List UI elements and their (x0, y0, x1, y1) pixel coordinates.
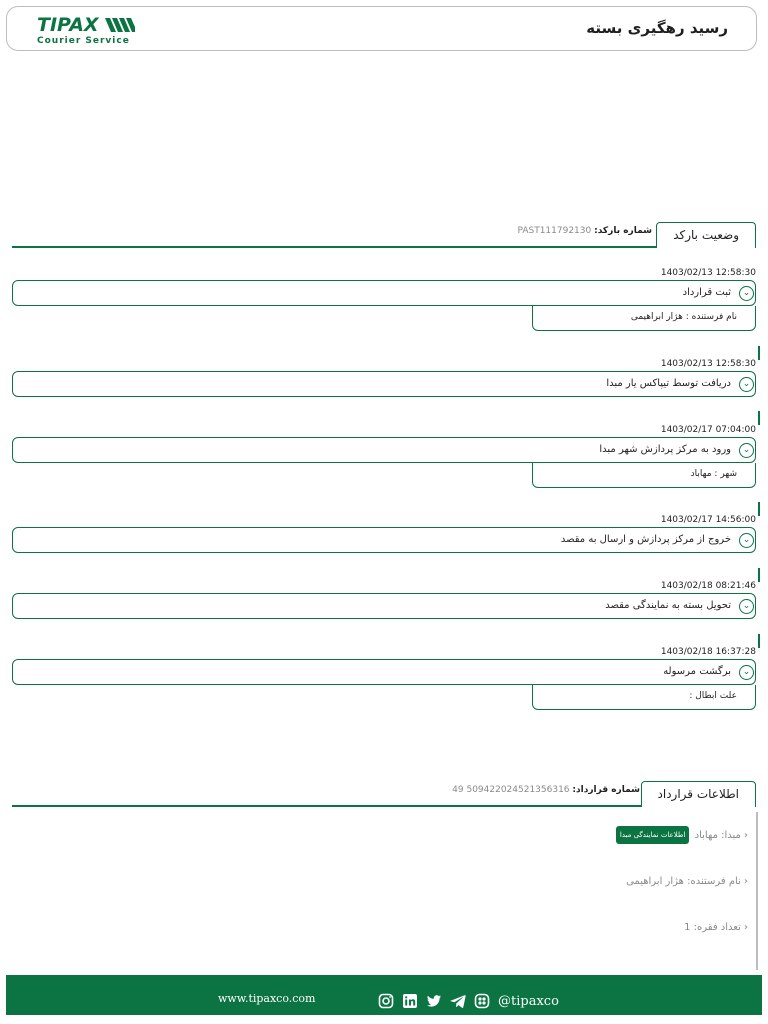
event-header[interactable] (12, 280, 756, 306)
logo-stripes (105, 18, 135, 32)
chevron-left-icon: ‹ (743, 922, 748, 933)
tipax-logo[interactable] (35, 14, 135, 48)
barcode-number (517, 226, 652, 236)
chevron-left-icon: ‹ (743, 830, 748, 841)
sender-text: نام فرستنده: هژار ابراهیمی (626, 876, 741, 887)
event-timestamp: 1403/02/17 14:56:00 (660, 515, 756, 525)
event-title: ثبت قرارداد (682, 287, 731, 298)
tracking-event (12, 647, 760, 713)
event-header[interactable] (12, 527, 756, 553)
chevron-down-icon[interactable]: ⌄ (739, 286, 754, 301)
timeline-stem (758, 411, 760, 425)
event-timestamp: 1403/02/18 16:37:28 (660, 647, 756, 657)
social-handle[interactable]: @tipaxco (498, 993, 559, 1009)
contract-value: 509422024521356316 49 (452, 785, 570, 795)
event-timestamp: 1403/02/18 08:21:46 (660, 581, 756, 591)
contract-label: شماره قرارداد: (572, 785, 640, 795)
event-title: خروج از مرکز پردازش و ارسال به مقصد (560, 534, 731, 545)
contract-info-panel (12, 812, 760, 972)
sender-row (626, 876, 748, 887)
timeline-stem (758, 502, 760, 516)
tipax-logo-mark (35, 14, 135, 36)
timeline-stem (758, 568, 760, 582)
timeline-stem (758, 634, 760, 648)
event-title: ورود به مرکز پردازش شهر مبدا (599, 444, 731, 455)
page-header (6, 6, 757, 51)
event-header[interactable] (12, 371, 756, 397)
social-links (378, 991, 559, 1011)
tracking-event (12, 515, 760, 555)
event-detail-text: علت ابطال : (689, 691, 737, 701)
linkedin-icon[interactable] (402, 993, 418, 1009)
event-timestamp: 1403/02/13 12:58:30 (660, 359, 756, 369)
event-detail-text: شهر : مهاباد (690, 469, 737, 479)
timeline-stem (758, 346, 760, 360)
page-title: رسید رهگیری بسته (586, 19, 728, 37)
event-header[interactable] (12, 659, 756, 685)
event-title: دریافت توسط تیپاکس یار مبدا (606, 378, 731, 389)
item-count-row (684, 922, 748, 933)
logo-wordmark: TIPAX (37, 14, 99, 36)
chevron-left-icon: ‹ (743, 876, 748, 887)
chevron-down-icon[interactable]: ⌄ (739, 443, 754, 458)
chevron-down-icon[interactable]: ⌄ (739, 377, 754, 392)
panel-border (756, 812, 758, 970)
tab-barcode-status[interactable]: وضعیت بارکد (656, 222, 756, 248)
event-detail (532, 685, 756, 710)
logo-subtitle: Courier Service (37, 36, 130, 46)
event-header[interactable] (12, 437, 756, 463)
event-timestamp: 1403/02/13 12:58:30 (660, 268, 756, 278)
item-count-text: تعداد فقره: 1 (684, 922, 741, 933)
event-title: برگشت مرسوله (663, 666, 731, 677)
section-divider (12, 246, 756, 248)
aparat-icon[interactable] (474, 993, 490, 1009)
chevron-down-icon[interactable]: ⌄ (739, 665, 754, 680)
tracking-event (12, 581, 760, 621)
chevron-down-icon[interactable]: ⌄ (739, 533, 754, 548)
page-footer (6, 975, 762, 1015)
website-link[interactable]: www.tipaxco.com (218, 992, 316, 1005)
barcode-value: PAST111792130 (517, 226, 592, 236)
tracking-event (12, 268, 760, 334)
contract-number (452, 785, 640, 795)
event-header[interactable] (12, 593, 756, 619)
telegram-icon[interactable] (450, 993, 466, 1009)
chevron-down-icon[interactable]: ⌄ (739, 599, 754, 614)
origin-agency-info-button[interactable]: اطلاعات نمایندگی مبدا (616, 826, 690, 844)
event-title: تحویل بسته به نمایندگی مقصد (605, 600, 731, 611)
twitter-icon[interactable] (426, 993, 442, 1009)
origin-text: مبدا: مهاباد (694, 830, 741, 841)
instagram-icon[interactable] (378, 993, 394, 1009)
barcode-section-header (12, 220, 756, 248)
event-detail-text: نام فرستنده : هژار ابراهیمی (630, 312, 737, 322)
event-detail (532, 306, 756, 331)
tracking-event (12, 425, 760, 491)
origin-row (616, 826, 748, 844)
tracking-event (12, 359, 760, 399)
tab-contract-info[interactable]: اطلاعات قرارداد (641, 781, 756, 807)
barcode-label: شماره بارکد: (594, 226, 652, 236)
event-timestamp: 1403/02/17 07:04:00 (660, 425, 756, 435)
contract-section-header (12, 779, 756, 807)
event-detail (532, 463, 756, 488)
